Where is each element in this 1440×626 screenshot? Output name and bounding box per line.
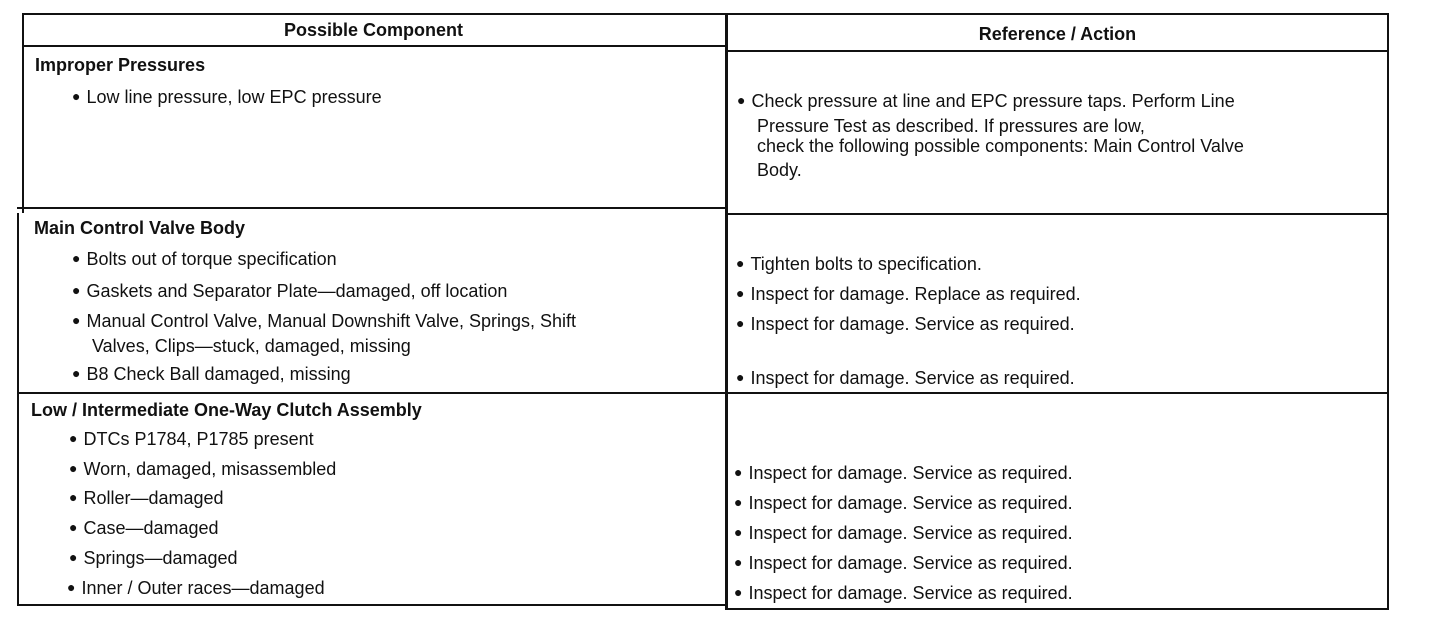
list-item	[72, 247, 337, 272]
list-item	[72, 362, 351, 387]
action-text: Pressure Test as described. If pressures are low,	[757, 116, 1145, 136]
action-item	[734, 551, 1073, 576]
action-text: ● Inspect for damage. Service as required.	[734, 581, 1073, 606]
component-text: ● Low line pressure, low EPC pressure	[72, 85, 382, 110]
component-text: ● B8 Check Ball damaged, missing	[72, 362, 351, 387]
table-border-bottom-left	[17, 604, 725, 606]
header-possible-component: Possible Component	[283, 20, 463, 40]
action-text: ● Inspect for damage. Service as required.	[734, 551, 1073, 576]
list-item	[72, 309, 576, 358]
action-text: ● Inspect for damage. Service as required.	[734, 491, 1073, 516]
table-border-right	[1387, 13, 1389, 610]
action-text: ● Check pressure at line and EPC pressure taps. Perform Line	[737, 89, 1244, 114]
action-item	[734, 521, 1073, 546]
action-text: ● Inspect for damage. Service as required.	[734, 521, 1073, 546]
section-rule-1-right	[725, 213, 1389, 215]
action-item	[736, 282, 1081, 307]
header-reference-action: Reference / Action	[978, 24, 1137, 44]
component-text: ● Gaskets and Separator Plate—damaged, off location	[72, 279, 507, 304]
section-title-main-control-valve-body: Main Control Valve Body	[34, 218, 246, 238]
table-border-bottom-right	[725, 608, 1389, 610]
component-text: ● Roller—damaged	[69, 486, 224, 511]
table-border-left-lower	[17, 213, 19, 606]
action-text: ● Inspect for damage. Service as required.	[734, 461, 1073, 486]
list-item	[67, 576, 325, 601]
table-border-left	[22, 13, 24, 213]
action-item	[734, 581, 1073, 606]
action-item	[737, 89, 1244, 182]
action-text: ● Inspect for damage. Service as required.	[736, 312, 1075, 337]
header-rule-left	[22, 45, 725, 47]
action-item	[734, 461, 1073, 486]
list-item	[69, 546, 238, 571]
component-text: ● Manual Control Valve, Manual Downshift Valve, Springs, Shift	[72, 309, 576, 334]
action-text: check the following possible components: Main Control Valve	[757, 136, 1244, 156]
component-text: ● Case—damaged	[69, 516, 219, 541]
action-item	[736, 252, 982, 277]
action-item	[734, 491, 1073, 516]
action-text: ● Inspect for damage. Replace as required.	[736, 282, 1081, 307]
component-text: ● Bolts out of torque specification	[72, 247, 337, 272]
component-text: ● Inner / Outer races—damaged	[67, 576, 325, 601]
list-item	[69, 516, 219, 541]
section-title-one-way-clutch: Low / Intermediate One-Way Clutch Assembly	[31, 400, 422, 420]
list-item	[72, 85, 382, 110]
list-item	[69, 486, 224, 511]
header-rule-right	[725, 50, 1389, 52]
section-rule-1-left	[17, 207, 725, 209]
action-text: ● Inspect for damage. Service as required.	[736, 366, 1075, 391]
diagnostic-table	[17, 13, 1389, 610]
component-text: ● Springs—damaged	[69, 546, 238, 571]
action-item	[736, 366, 1075, 391]
list-item	[72, 279, 507, 304]
list-item	[69, 457, 336, 482]
action-item	[736, 312, 1075, 337]
action-text: ● Tighten bolts to specification.	[736, 252, 982, 277]
section-rule-2	[17, 392, 1389, 394]
column-divider	[725, 13, 728, 610]
component-text: Valves, Clips—stuck, damaged, missing	[92, 336, 411, 356]
action-text: Body.	[757, 160, 802, 180]
list-item	[69, 427, 314, 452]
component-text: ● Worn, damaged, misassembled	[69, 457, 336, 482]
table-border-top	[22, 13, 1389, 15]
section-title-improper-pressures: Improper Pressures	[35, 55, 206, 75]
component-text: ● DTCs P1784, P1785 present	[69, 427, 314, 452]
